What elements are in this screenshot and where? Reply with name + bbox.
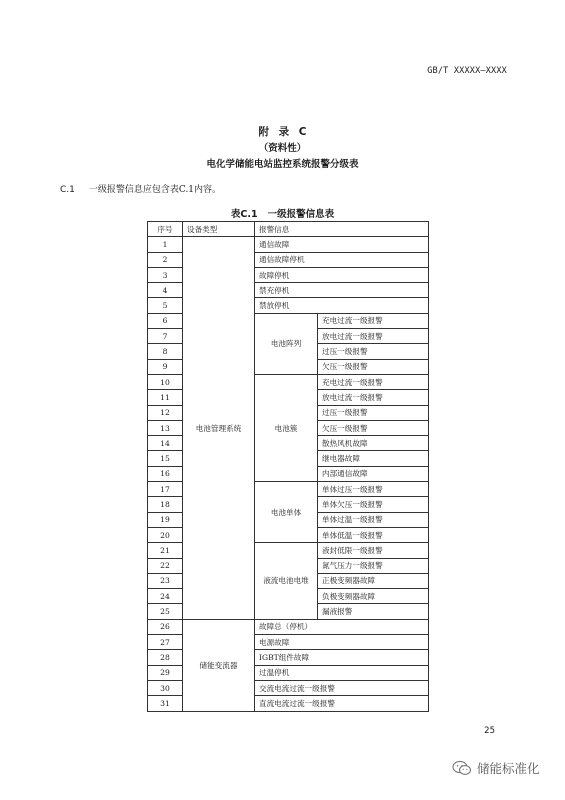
appendix-nature: （资料性）	[258, 143, 307, 154]
clause-text: 一级报警信息应包含表C.1内容。	[88, 185, 222, 195]
row-alarm: IGBT组件故障	[255, 650, 429, 665]
standard-code: GB/T XXXXX—XXXX	[427, 66, 507, 76]
row-alarm: 通信故障	[255, 237, 429, 252]
header-seq: 序号	[148, 222, 183, 237]
row-alarm: 禁充停机	[255, 283, 429, 298]
page-number: 25	[484, 726, 495, 736]
row-seq: 15	[148, 451, 183, 466]
row-alarm: 放电过流一级报警	[318, 390, 429, 405]
row-alarm: 单体过温一级报警	[318, 512, 429, 527]
row-seq: 16	[148, 466, 183, 481]
row-seq: 1	[148, 237, 183, 252]
wechat-icon	[452, 760, 472, 776]
row-alarm: 故障停机	[255, 267, 429, 282]
row-seq: 3	[148, 267, 183, 282]
header-device-type: 设备类型	[183, 222, 255, 237]
row-alarm: 禁放停机	[255, 298, 429, 313]
clause-c1	[60, 182, 221, 195]
row-seq: 12	[148, 405, 183, 420]
row-seq: 14	[148, 436, 183, 451]
row-seq: 11	[148, 390, 183, 405]
row-seq: 17	[148, 482, 183, 497]
row-alarm: 交流电流过流一级报警	[255, 680, 429, 695]
row-alarm: 漏液报警	[318, 604, 429, 619]
row-alarm: 直流电流过流一级报警	[255, 696, 429, 711]
row-alarm: 继电器故障	[318, 451, 429, 466]
row-seq: 23	[148, 573, 183, 588]
row-seq: 4	[148, 283, 183, 298]
row-alarm: 欠压一级报警	[318, 359, 429, 374]
group-flow: 液流电池电堆	[255, 543, 318, 619]
clause-number: C.1	[60, 185, 75, 195]
row-seq: 2	[148, 252, 183, 267]
group-cell: 电池单体	[255, 482, 318, 543]
watermark-text: 储能标准化	[477, 761, 540, 776]
group-cluster: 电池簇	[255, 374, 318, 481]
group-array: 电池阵列	[255, 313, 318, 374]
row-seq: 6	[148, 313, 183, 328]
row-seq: 30	[148, 680, 183, 695]
row-seq: 22	[148, 558, 183, 573]
row-alarm: 通信故障停机	[255, 252, 429, 267]
watermark	[452, 759, 540, 777]
appendix-title: 附 录 C	[258, 126, 307, 138]
row-alarm: 散热风机故障	[318, 436, 429, 451]
row-seq: 24	[148, 589, 183, 604]
row-alarm: 过压一级报警	[318, 344, 429, 359]
row-seq: 21	[148, 543, 183, 558]
row-alarm: 单体过压一级报警	[318, 482, 429, 497]
row-alarm: 内部通信故障	[318, 466, 429, 481]
row-alarm: 充电过流一级报警	[318, 313, 429, 328]
device-type-pcs: 储能变流器	[183, 619, 255, 711]
row-seq: 31	[148, 696, 183, 711]
row-seq: 13	[148, 420, 183, 435]
table-row	[148, 619, 429, 634]
row-alarm: 放电过流一级报警	[318, 329, 429, 344]
row-seq: 5	[148, 298, 183, 313]
table-header-row	[148, 222, 429, 237]
row-seq: 9	[148, 359, 183, 374]
row-seq: 25	[148, 604, 183, 619]
row-alarm: 过温停机	[255, 665, 429, 680]
row-seq: 29	[148, 665, 183, 680]
row-alarm: 负极变频器故障	[318, 589, 429, 604]
row-seq: 26	[148, 619, 183, 634]
row-alarm: 过压一级报警	[318, 405, 429, 420]
row-seq: 28	[148, 650, 183, 665]
row-alarm: 正极变频器故障	[318, 573, 429, 588]
row-alarm: 电源故障	[255, 635, 429, 650]
row-seq: 27	[148, 635, 183, 650]
row-alarm: 单体低温一级报警	[318, 527, 429, 542]
row-alarm: 故障总（停机）	[255, 619, 429, 634]
row-seq: 19	[148, 512, 183, 527]
row-seq: 7	[148, 329, 183, 344]
alarm-table	[147, 221, 429, 712]
row-alarm: 氮气压力一级报警	[318, 558, 429, 573]
row-alarm: 欠压一级报警	[318, 420, 429, 435]
row-seq: 10	[148, 374, 183, 389]
table-caption-number: 表C.1	[230, 209, 258, 220]
row-alarm: 单体欠压一级报警	[318, 497, 429, 512]
appendix-name: 电化学储能电站监控系统报警分级表	[206, 159, 359, 170]
table-caption-title: 一级报警信息表	[267, 209, 335, 220]
row-seq: 18	[148, 497, 183, 512]
row-alarm: 液封低限一级报警	[318, 543, 429, 558]
table-caption	[0, 206, 565, 220]
row-alarm: 充电过流一级报警	[318, 374, 429, 389]
device-type-bms: 电池管理系统	[183, 237, 255, 619]
table-row	[148, 237, 429, 252]
header-alarm-info: 报警信息	[255, 222, 429, 237]
row-seq: 20	[148, 527, 183, 542]
row-seq: 8	[148, 344, 183, 359]
